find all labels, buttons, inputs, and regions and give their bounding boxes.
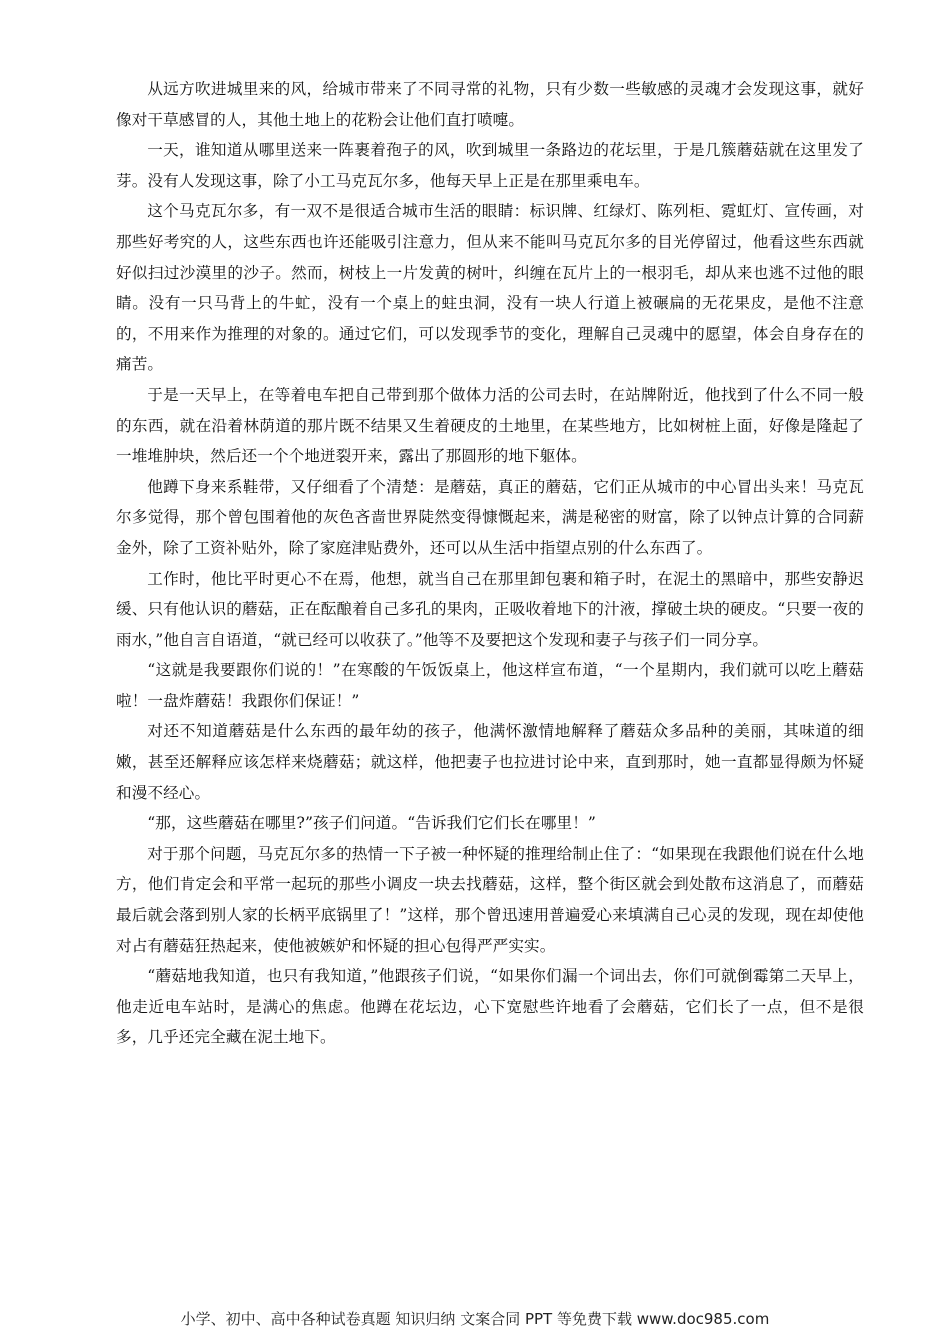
paragraph-10: 对于那个问题，马克瓦尔多的热情一下子被一种怀疑的推理给制止住了：“如果现在我跟他们说在什么地方，他们肯定会和平常一起玩的那些小调皮一块去找蘑菇，这样，整个街区就会到处散布这消息了，而蘑菇最后就会落到别人家的长柄平底锅里了！”这样，那个曾迅速用普遍爱心来填满自己心灵的发现，现在却使他对占有蘑菇狂热起来，使他被嫉妒和怀疑的担心包得严严实实。 — [116, 844, 864, 955]
paragraph-2: 一天，谁知道从哪里送来一阵裹着孢子的风，吹到城里一条路边的花坛里，于是几簇蘑菇就在这里发了芽。没有人发现这事，除了小工马克瓦尔多，他每天早上正是在那里乘电车。 — [116, 141, 864, 190]
article-body — [116, 74, 864, 1053]
paragraph-6: 工作时，他比平时更心不在焉，他想，就当自己在那里卸包裹和箱子时，在泥土的黑暗中，那些安静迟缓、只有他认识的蘑菇，正在酝酿着自己多孔的果肉，正吸收着地下的汁液，撑破土块的硬皮。“只要一夜的雨水，”他自言自语道，“就已经可以收获了。”他等不及要把这个发现和妻子与孩子们一同分享。 — [116, 569, 864, 649]
paragraph-5: 他蹲下身来系鞋带，又仔细看了个清楚：是蘑菇，真正的蘑菇，它们正从城市的中心冒出头来！马克瓦尔多觉得，那个曾包围着他的灰色吝啬世界陡然变得慷慨起来，满是秘密的财富，除了以钟点计算的合同薪金外，除了工资补贴外，除了家庭津贴费外，还可以从生活中指望点别的什么东西了。 — [116, 477, 864, 557]
paragraph-3: 这个马克瓦尔多，有一双不是很适合城市生活的眼睛：标识牌、红绿灯、陈列柜、霓虹灯、宣传画，对那些好考究的人，这些东西也许还能吸引注意力，但从来不能叫马克瓦尔多的目光停留过，他看这些东西就好似扫过沙漠里的沙子。然而，树枝上一片发黄的树叶，纠缠在瓦片上的一根羽毛，却从来也逃不过他的眼睛。没有一只马背上的牛虻，没有一个桌上的蛀虫洞，没有一块人行道上被碾扁的无花果皮，是他不注意的，不用来作为推理的对象的。通过它们，可以发现季节的变化，理解自己灵魂中的愿望，体会自身存在的痛苦。 — [116, 202, 864, 374]
paragraph-9: “那，这些蘑菇在哪里?”孩子们问道。“告诉我们它们长在哪里！” — [147, 814, 596, 833]
paragraph-4: 于是一天早上，在等着电车把自己带到那个做体力活的公司去时，在站牌附近，他找到了什么不同一般的东西，就在沿着林荫道的那片既不结果又生着硬皮的土地里，在某些地方，比如树桩上面，好像是隆起了一堆堆肿块，然后还一个个地迸裂开来，露出了那圆形的地下躯体。 — [116, 385, 864, 466]
paragraph-7: “这就是我要跟你们说的！”在寒酸的午饭饭桌上，他这样宣布道，“一个星期内，我们就可以吃上蘑菇啦！一盘炸蘑菇！我跟你们保证！” — [116, 661, 864, 710]
footer-watermark-text: 小学、初中、高中各种试卷真题 知识归纳 文案合同 PPT 等免费下载 www.doc985.com — [180, 1310, 770, 1328]
paragraph-8: 对还不知道蘑菇是什么东西的最年幼的孩子，他满怀激情地解释了蘑菇众多品种的美丽，其味道的细嫩，甚至还解释应该怎样来烧蘑菇；就这样，他把妻子也拉进讨论中来，直到那时，她一直都显得颇为怀疑和漫不经心。 — [116, 722, 864, 802]
paragraph-11: “蘑菇地我知道，也只有我知道，”他跟孩子们说，“如果你们漏一个词出去，你们可就倒霉第二天早上，他走近电车站时，是满心的焦虑。他蹲在花坛边，心下宽慰些许地看了会蘑菇，它们长了一点，但不是很多，几乎还完全藏在泥土地下。 — [116, 967, 864, 1047]
paragraph-1: 从远方吹进城里来的风，给城市带来了不同寻常的礼物，只有少数一些敏感的灵魂才会发现这事，就好像对干草感冒的人，其他土地上的花粉会让他们直打喷嚏。 — [116, 80, 864, 129]
